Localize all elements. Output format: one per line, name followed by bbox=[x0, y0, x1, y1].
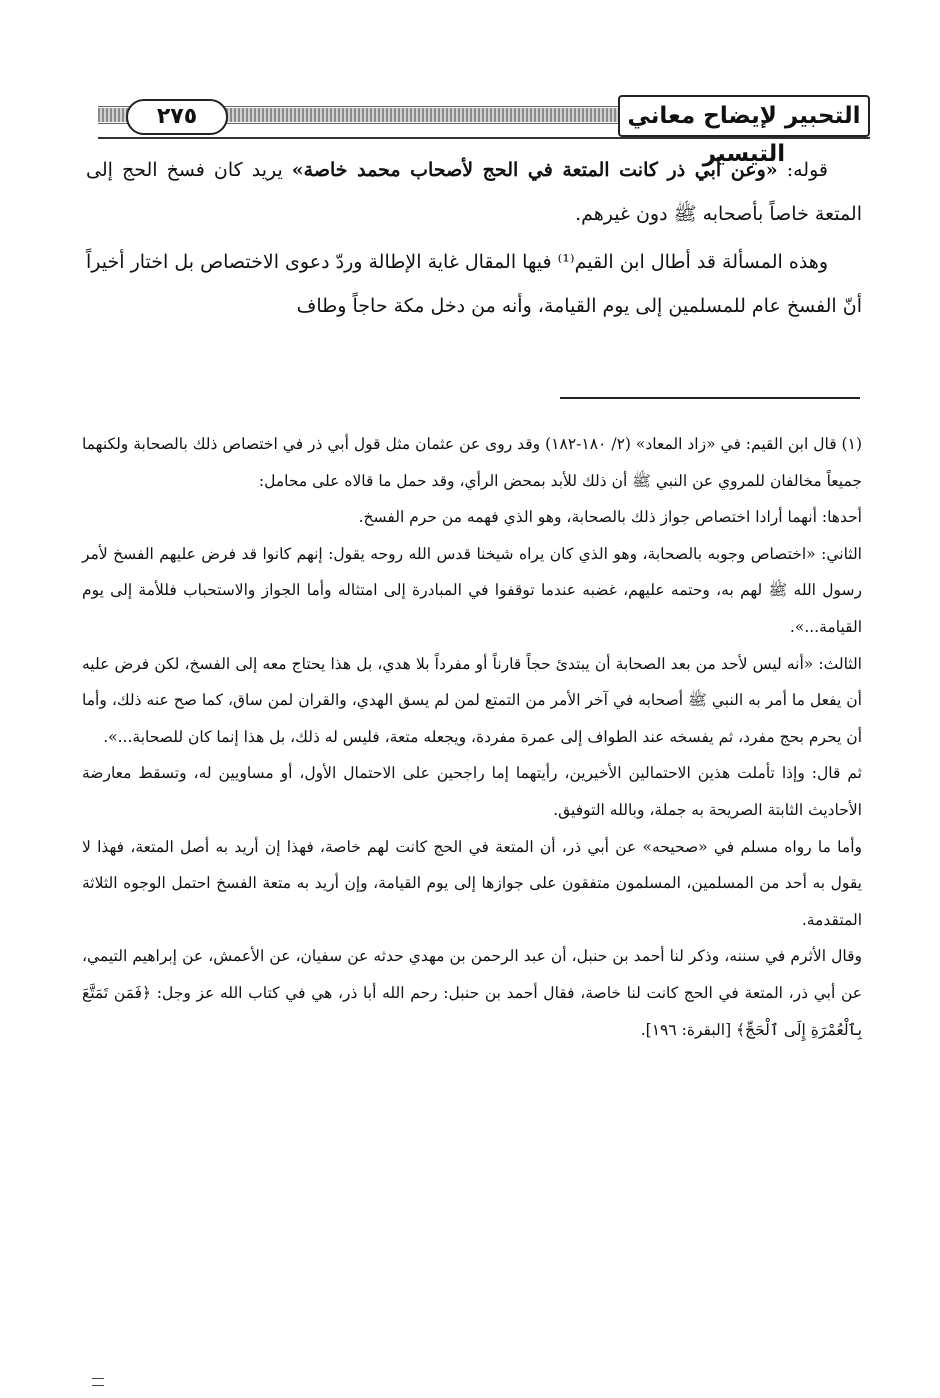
footnote-divider bbox=[560, 397, 860, 399]
quoted-hadith: «وعن أبي ذر كانت المتعة في الحج لأصحاب محمد خاصة» bbox=[291, 159, 778, 181]
footnote-paragraph: الثالث: «أنه ليس لأحد من بعد الصحابة أن يبتدئ حجاً قارناً أو مفرداً بلا هدي، بل هذا يحتاج معه إلى الفسخ، لكن فرض عليه أن يفعل ما أمر به النبي ﷺ أصحابه في آخر الأمر من التمتع لمن لم يسق الهدي، والقران لمن ساق، كما صح عنه ذلك، وأما أن يحرم بحج مفرد، ثم يفسخه عند الطواف إلى عمرة مفردة، ويجعله متعة، فليس له ذلك، بل هذا إنما كان للصحابة...». bbox=[82, 654, 862, 746]
footnote-paragraph: (١) قال ابن القيم: في «زاد المعاد» (٢/ ١٨٠-١٨٢) وقد روى عن عثمان مثل قول أبي ذر في اختصاص ذلك بالصحابة ولكنهما جميعاً مخالفان للمروي عن النبي ﷺ أن ذلك للأبد بمحض الرأي، وقد حمل ما قالاه على محامل: bbox=[82, 435, 862, 490]
footnote-paragraph: وقال الأثرم في سننه، وذكر لنا أحمد بن حنبل، أن عبد الرحمن بن مهدي حدثه عن سفيان، عن الأعمش، عن إبراهيم التيمي، عن أبي ذر، المتعة في الحج كانت لنا خاصة، فقال أحمد بن حنبل: رحم الله أبا ذر، هي في كتاب الله عز وجل: ﴿فَمَن تَمَتَّعَ بِٱلْعُمْرَةِ إِلَى ٱلْحَجِّ﴾ [البقرة: ١٩٦]. bbox=[82, 947, 862, 1039]
running-header bbox=[88, 93, 870, 167]
footnote-paragraph: أحدها: أنهما أرادا اختصاص جواز ذلك بالصحابة، وهو الذي فهمه من حرم الفسخ. bbox=[358, 508, 862, 527]
footnote-paragraph: وأما ما رواه مسلم في «صحيحه» عن أبي ذر، أن المتعة في الحج كانت لهم خاصة، فهذا إن أريد به أصل المتعة، فهذا لا يقول به أحد من المسلمين، المسلمون متفقون على جوازها إلى يوم القيامة، وإن أريد به متعة الفسخ احتمل الوجوه الثلاثة المتقدمة. bbox=[82, 837, 862, 929]
paragraph-lead: قوله: bbox=[777, 159, 828, 181]
footnote-paragraph: ثم قال: وإذا تأملت هذين الاحتمالين الأخيرين، رأيتهما إما راجحين على الاحتمال الأول، أو مساويين له، وتسقط معارضة الأحاديث الثابتة الصريحة به جملة، وبالله التوفيق. bbox=[82, 764, 862, 819]
book-title: التحبير لإيضاح معاني التيسير bbox=[618, 95, 870, 137]
paragraph-rest: يريد كان فسخ الحج إلى المتعة خاصاً بأصحابه ﷺ دون غيرهم. bbox=[86, 159, 862, 225]
header-rule bbox=[98, 137, 870, 139]
footnote-paragraph: الثاني: «اختصاص وجوبه بالصحابة، وهو الذي كان يراه شيخنا قدس الله روحه يقول: إنهم كانوا قد فرض عليهم الفسخ لأمر رسول الله ﷺ لهم به، وحتمه عليهم، غضبه عندما توقفوا في المبادرة إلى امتثاله وأما الجواز والاستحباب فللأمة إلى يوم القيامة...». bbox=[82, 544, 862, 636]
main-text bbox=[86, 148, 862, 328]
continuation-mark bbox=[92, 1378, 104, 1386]
main-paragraph bbox=[86, 148, 862, 236]
page-number: ٢٧٥ bbox=[126, 99, 228, 135]
footnotes bbox=[82, 426, 862, 1048]
main-paragraph: وهذه المسألة قد أطال ابن القيم⁽¹⁾ فيها المقال غاية الإطالة وردّ دعوى الاختصاص بل اختار أخيراً أنّ الفسخ عام للمسلمين إلى يوم القيامة، وأنه من دخل مكة حاجاً وطاف bbox=[86, 251, 862, 317]
